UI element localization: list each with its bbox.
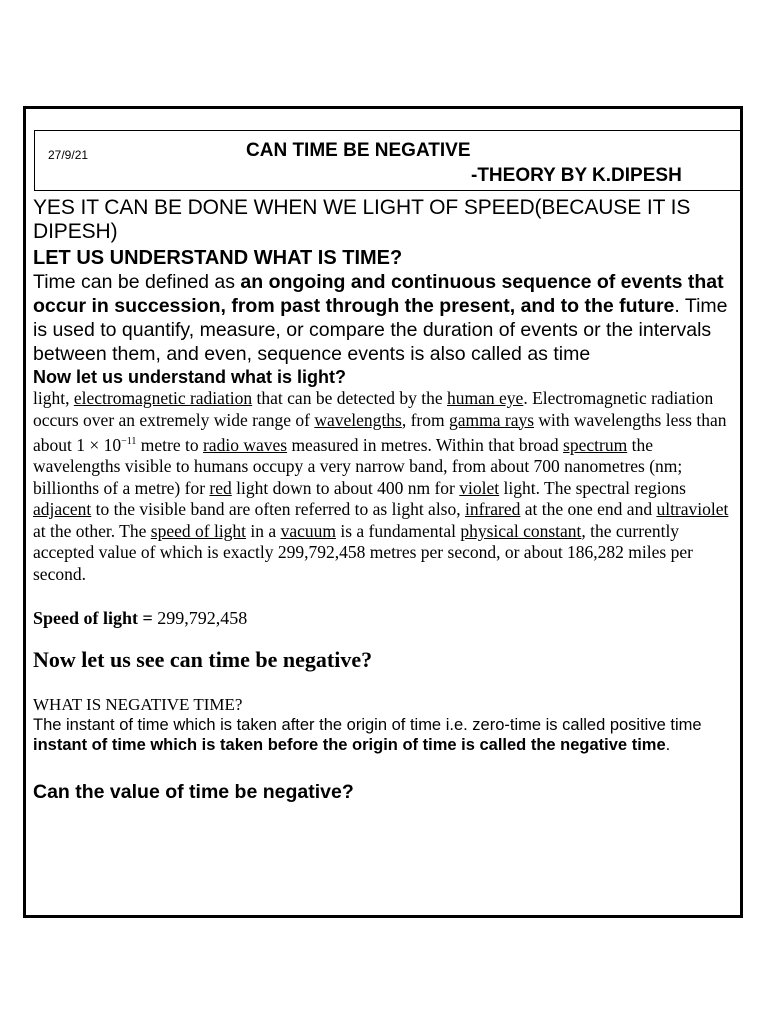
- page-title: CAN TIME BE NEGATIVE: [246, 140, 471, 161]
- link-radio-waves[interactable]: radio waves: [202, 434, 288, 455]
- link-spectrum[interactable]: spectrum: [563, 434, 628, 455]
- light-heading: Now let us understand what is light?: [33, 367, 347, 387]
- link-vacuum[interactable]: vacuum: [280, 520, 336, 541]
- speed-of-light-line: [33, 608, 741, 629]
- link-violet[interactable]: violet: [459, 477, 500, 498]
- link-physical-constant[interactable]: physical constant: [460, 520, 582, 541]
- final-heading: Can the value of time be negative?: [33, 781, 354, 804]
- author-line: -THEORY BY K.DIPESH: [471, 165, 682, 186]
- light-paragraph: light, electromagnetic radiation that can be detected by the human eye. Electromagnetic radiation occurs over an extremely wide range of wavelengths, from gamma rays with wavelengths less than about $1 \times 10^{-11}$ metre to radio waves measured in metres. Within that broad spectrum the wavelengths visible to humans occupy a very narrow band, from about 700 nanometres (nm; billionths of a metre) for red light down to about 400 nm for violet light. The spectral regions adjacent to the visible band are often referred to as light also, infrared at the one end and ultraviolet at the other. The speed of light in a vacuum is a fundamental physical constant, the currently accepted value of which is exactly 299,792,458 metres per second, or about 186,282 miles per second.: [33, 388, 729, 584]
- intro-text: YES IT CAN BE DONE WHEN WE LIGHT OF SPEED(BECAUSE IT IS DIPESH): [33, 196, 691, 243]
- date: 27/9/21: [48, 148, 89, 162]
- document-page: [23, 106, 743, 918]
- negative-time-bold: instant of time which is taken before the origin of time is called the negative time: [33, 736, 666, 755]
- link-infrared[interactable]: infrared: [465, 499, 521, 520]
- time-definition-bold: an ongoing and continuous sequence of events that occur in succession, from past through the present, and to the future: [33, 271, 724, 317]
- link-human-eye[interactable]: human eye: [447, 388, 524, 408]
- link-adjacent[interactable]: adjacent: [33, 499, 92, 520]
- link-speed-of-light[interactable]: speed of light: [150, 520, 247, 541]
- time-heading: LET US UNDERSTAND WHAT IS TIME?: [33, 247, 403, 269]
- time-definition: Time can be defined as an ongoing and continuous sequence of events that occur in succession, from past through the present, and to the future. Time is used to quantify, measure, or compare the duration of events or the intervals between them, and even, sequence events is also called as time: [33, 271, 728, 365]
- negative-time-paragraph: The instant of time which is taken after the origin of time i.e. zero-time is called positive time instant of time which is taken before the origin of time is called the negative time.: [33, 716, 702, 755]
- document-body: [33, 196, 741, 804]
- negative-time-question: WHAT IS NEGATIVE TIME?: [33, 695, 243, 715]
- link-red[interactable]: red: [209, 477, 232, 498]
- speed-label: Speed of light =: [33, 608, 158, 629]
- link-electromagnetic-radiation[interactable]: electromagnetic radiation: [73, 388, 253, 408]
- negative-heading: Now let us see can time be negative?: [33, 647, 373, 673]
- link-gamma-rays[interactable]: gamma rays: [448, 409, 535, 430]
- speed-value: 299,792,458: [157, 608, 248, 629]
- link-ultraviolet[interactable]: ultraviolet: [656, 499, 729, 520]
- header-box: [34, 130, 741, 191]
- link-wavelengths[interactable]: wavelengths: [314, 409, 402, 430]
